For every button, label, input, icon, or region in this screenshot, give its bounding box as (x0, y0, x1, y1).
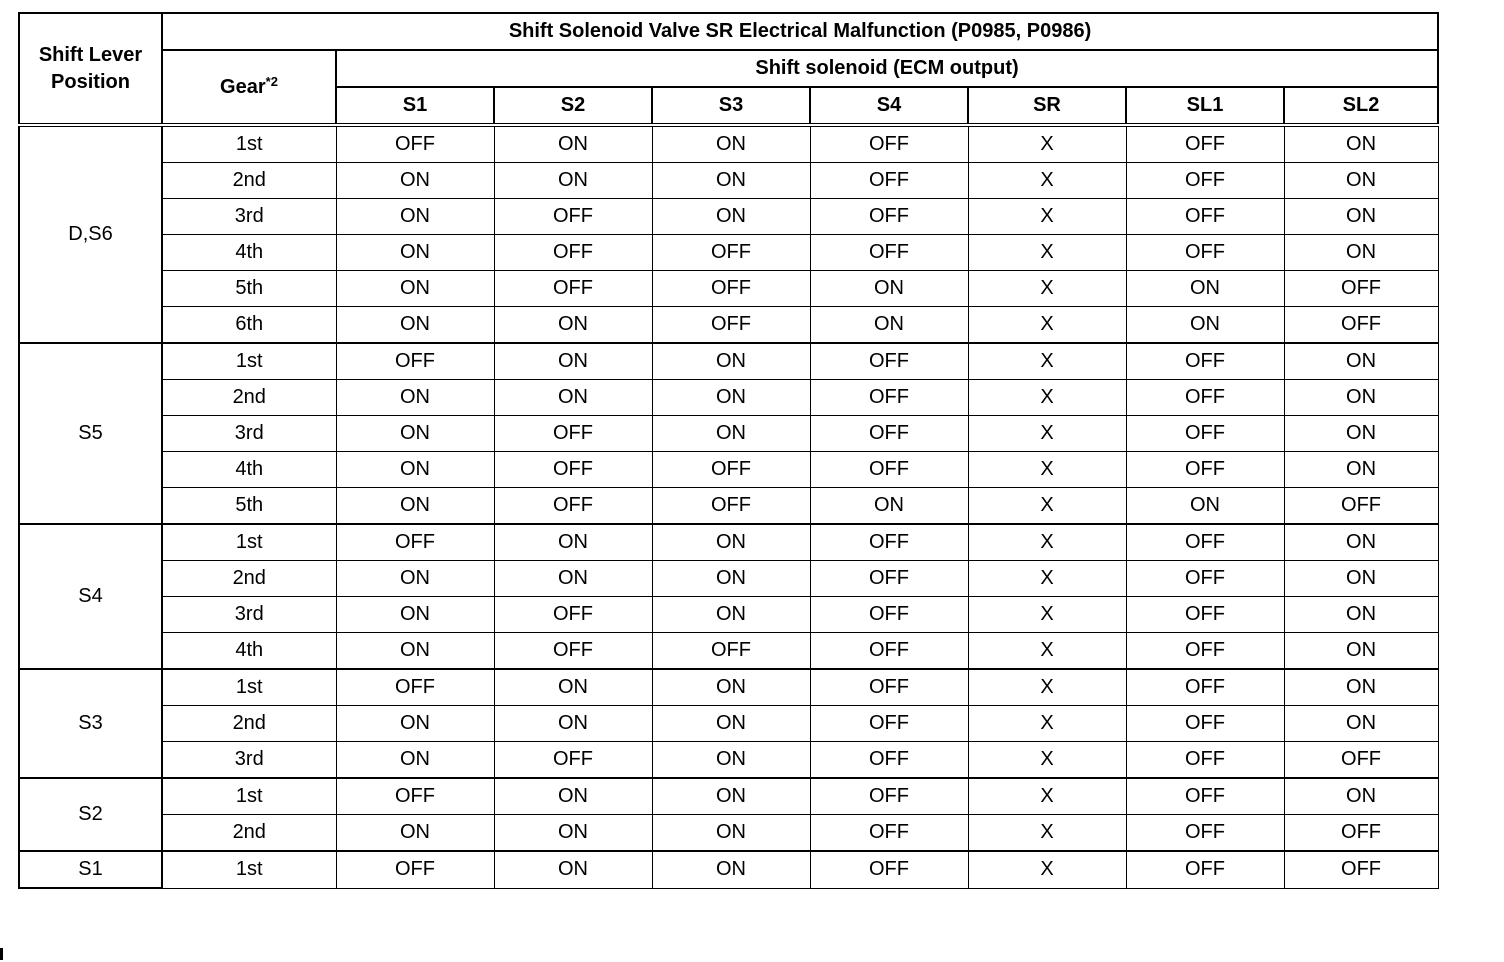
lever-position-cell: S5 (19, 343, 162, 524)
solenoid-value-cell: X (968, 125, 1126, 163)
lever-position-cell: S4 (19, 524, 162, 669)
solenoid-value-cell: ON (1284, 380, 1438, 416)
lever-position-cell: D,S6 (19, 125, 162, 343)
solenoid-value-cell: OFF (810, 633, 968, 670)
solenoid-value-cell: OFF (1284, 815, 1438, 852)
solenoid-value-cell: ON (1284, 163, 1438, 199)
solenoid-value-cell: ON (494, 815, 652, 852)
solenoid-value-cell: ON (1284, 669, 1438, 706)
solenoid-value-cell: OFF (1126, 199, 1284, 235)
solenoid-value-cell: ON (494, 343, 652, 380)
table-row (19, 416, 1438, 452)
solenoid-value-cell: OFF (494, 742, 652, 779)
solenoid-value-cell: ON (1126, 307, 1284, 344)
solenoid-value-cell: ON (652, 125, 810, 163)
table-row (19, 380, 1438, 416)
solenoid-value-cell: OFF (1284, 742, 1438, 779)
table-row (19, 452, 1438, 488)
gear-cell: 4th (162, 452, 336, 488)
gear-cell: 4th (162, 633, 336, 670)
table-row (19, 815, 1438, 852)
solenoid-value-cell: X (968, 561, 1126, 597)
table-row (19, 307, 1438, 344)
solenoid-value-cell: ON (494, 125, 652, 163)
page-edge-mark (0, 948, 3, 960)
solenoid-value-cell: ON (336, 199, 494, 235)
solenoid-value-cell: ON (652, 597, 810, 633)
solenoid-value-cell: X (968, 307, 1126, 344)
solenoid-value-cell: ON (494, 163, 652, 199)
solenoid-value-cell: OFF (1126, 163, 1284, 199)
lever-position-header: Shift Lever Position (19, 13, 162, 125)
solenoid-value-cell: ON (1284, 452, 1438, 488)
solenoid-value-cell: OFF (810, 235, 968, 271)
solenoid-value-cell: ON (336, 488, 494, 525)
gear-cell: 2nd (162, 815, 336, 852)
solenoid-value-cell: ON (336, 633, 494, 670)
solenoid-value-cell: OFF (494, 416, 652, 452)
solenoid-value-cell: OFF (810, 815, 968, 852)
solenoid-value-cell: ON (652, 199, 810, 235)
solenoid-value-cell: ON (1284, 597, 1438, 633)
solenoid-value-cell: ON (1284, 125, 1438, 163)
table-row (19, 633, 1438, 670)
lever-position-cell: S3 (19, 669, 162, 778)
solenoid-value-cell: OFF (810, 163, 968, 199)
table-row (19, 235, 1438, 271)
table-row (19, 199, 1438, 235)
gear-cell: 1st (162, 125, 336, 163)
solenoid-value-cell: OFF (810, 669, 968, 706)
solenoid-value-cell: ON (652, 778, 810, 815)
solenoid-value-cell: X (968, 633, 1126, 670)
solenoid-value-cell: ON (336, 235, 494, 271)
table-row (19, 778, 1438, 815)
solenoid-value-cell: ON (810, 488, 968, 525)
solenoid-value-cell: ON (494, 669, 652, 706)
solenoid-value-cell: OFF (1126, 706, 1284, 742)
solenoid-value-cell: OFF (494, 633, 652, 670)
solenoid-value-cell: X (968, 235, 1126, 271)
solenoid-value-cell: OFF (1284, 851, 1438, 888)
gear-header (162, 50, 336, 125)
lever-position-cell: S1 (19, 851, 162, 888)
gear-cell: 1st (162, 669, 336, 706)
solenoid-value-cell: OFF (1284, 271, 1438, 307)
solenoid-value-cell: ON (336, 163, 494, 199)
solenoid-value-cell: X (968, 706, 1126, 742)
solenoid-value-cell: OFF (1284, 307, 1438, 344)
solenoid-value-cell: ON (336, 307, 494, 344)
solenoid-value-cell: ON (494, 561, 652, 597)
table-title: Shift Solenoid Valve SR Electrical Malfunction (P0985, P0986) (162, 13, 1438, 50)
table-row (19, 125, 1438, 163)
gear-cell: 3rd (162, 742, 336, 779)
solenoid-value-cell: X (968, 815, 1126, 852)
solenoid-col-header-sr: SR (968, 87, 1126, 125)
solenoid-value-cell: OFF (810, 524, 968, 561)
table-row (19, 851, 1438, 888)
solenoid-value-cell: OFF (810, 597, 968, 633)
solenoid-value-cell: OFF (810, 199, 968, 235)
solenoid-value-cell: ON (494, 778, 652, 815)
gear-footnote-marker: *2 (265, 73, 278, 89)
solenoid-value-cell: OFF (652, 271, 810, 307)
solenoid-value-cell: OFF (1126, 343, 1284, 380)
solenoid-value-cell: ON (494, 380, 652, 416)
solenoid-value-cell: OFF (336, 851, 494, 888)
solenoid-value-cell: OFF (652, 307, 810, 344)
solenoid-value-cell: OFF (652, 452, 810, 488)
solenoid-value-cell: OFF (336, 669, 494, 706)
solenoid-value-cell: ON (1284, 706, 1438, 742)
gear-cell: 5th (162, 271, 336, 307)
gear-cell: 4th (162, 235, 336, 271)
solenoid-value-cell: OFF (810, 125, 968, 163)
gear-cell: 3rd (162, 597, 336, 633)
table-row (19, 706, 1438, 742)
solenoid-value-cell: OFF (810, 706, 968, 742)
table-row (19, 742, 1438, 779)
solenoid-value-cell: X (968, 163, 1126, 199)
solenoid-value-cell: ON (652, 524, 810, 561)
solenoid-value-cell: X (968, 199, 1126, 235)
table-row (19, 488, 1438, 525)
solenoid-value-cell: ON (1284, 633, 1438, 670)
solenoid-value-cell: ON (1126, 488, 1284, 525)
solenoid-col-header-s3: S3 (652, 87, 810, 125)
solenoid-table (18, 12, 1439, 889)
solenoid-value-cell: ON (652, 706, 810, 742)
solenoid-value-cell: ON (336, 706, 494, 742)
solenoid-value-cell: OFF (494, 271, 652, 307)
solenoid-value-cell: ON (1284, 416, 1438, 452)
solenoid-value-cell: OFF (1126, 416, 1284, 452)
gear-cell: 2nd (162, 706, 336, 742)
solenoid-group-header: Shift solenoid (ECM output) (336, 50, 1438, 87)
solenoid-value-cell: OFF (810, 851, 968, 888)
solenoid-value-cell: OFF (336, 125, 494, 163)
solenoid-value-cell: OFF (1126, 561, 1284, 597)
table-row (19, 343, 1438, 380)
solenoid-value-cell: ON (336, 416, 494, 452)
solenoid-value-cell: OFF (810, 778, 968, 815)
solenoid-value-cell: OFF (1126, 452, 1284, 488)
solenoid-value-cell: OFF (1126, 778, 1284, 815)
solenoid-value-cell: OFF (494, 452, 652, 488)
solenoid-value-cell: ON (652, 851, 810, 888)
solenoid-col-header-s1: S1 (336, 87, 494, 125)
gear-cell: 1st (162, 343, 336, 380)
solenoid-value-cell: OFF (652, 235, 810, 271)
solenoid-value-cell: OFF (494, 597, 652, 633)
solenoid-value-cell: OFF (1126, 524, 1284, 561)
solenoid-value-cell: ON (652, 742, 810, 779)
solenoid-value-cell: ON (336, 742, 494, 779)
table-row (19, 163, 1438, 199)
solenoid-value-cell: OFF (810, 452, 968, 488)
solenoid-value-cell: OFF (336, 778, 494, 815)
solenoid-value-cell: ON (1284, 561, 1438, 597)
solenoid-col-header-s4: S4 (810, 87, 968, 125)
solenoid-value-cell: ON (336, 561, 494, 597)
solenoid-value-cell: ON (336, 815, 494, 852)
solenoid-col-header-sl2: SL2 (1284, 87, 1438, 125)
solenoid-value-cell: ON (652, 163, 810, 199)
solenoid-col-header-sl1: SL1 (1126, 87, 1284, 125)
solenoid-value-cell: ON (336, 271, 494, 307)
solenoid-value-cell: ON (1284, 778, 1438, 815)
solenoid-value-cell: OFF (1126, 235, 1284, 271)
gear-cell: 3rd (162, 416, 336, 452)
solenoid-value-cell: OFF (336, 524, 494, 561)
solenoid-value-cell: X (968, 271, 1126, 307)
solenoid-value-cell: OFF (1126, 597, 1284, 633)
solenoid-value-cell: OFF (810, 561, 968, 597)
solenoid-value-cell: X (968, 851, 1126, 888)
gear-cell: 5th (162, 488, 336, 525)
solenoid-value-cell: X (968, 488, 1126, 525)
solenoid-value-cell: X (968, 669, 1126, 706)
solenoid-value-cell: OFF (1126, 125, 1284, 163)
gear-cell: 2nd (162, 380, 336, 416)
solenoid-value-cell: ON (1284, 524, 1438, 561)
table-row (19, 597, 1438, 633)
solenoid-value-cell: OFF (494, 235, 652, 271)
solenoid-value-cell: OFF (1126, 742, 1284, 779)
solenoid-value-cell: OFF (1284, 488, 1438, 525)
solenoid-value-cell: ON (652, 669, 810, 706)
solenoid-value-cell: X (968, 380, 1126, 416)
table-header (19, 13, 1438, 125)
solenoid-value-cell: X (968, 597, 1126, 633)
gear-cell: 3rd (162, 199, 336, 235)
gear-cell: 2nd (162, 561, 336, 597)
solenoid-value-cell: ON (494, 307, 652, 344)
table-row (19, 669, 1438, 706)
gear-cell: 6th (162, 307, 336, 344)
gear-cell: 2nd (162, 163, 336, 199)
solenoid-value-cell: ON (652, 416, 810, 452)
solenoid-value-cell: OFF (810, 416, 968, 452)
solenoid-value-cell: ON (336, 597, 494, 633)
gear-cell: 1st (162, 524, 336, 561)
solenoid-value-cell: ON (652, 380, 810, 416)
solenoid-value-cell: OFF (494, 199, 652, 235)
solenoid-value-cell: ON (1126, 271, 1284, 307)
solenoid-value-cell: OFF (1126, 633, 1284, 670)
solenoid-value-cell: ON (1284, 199, 1438, 235)
solenoid-value-cell: ON (1284, 235, 1438, 271)
table-row (19, 271, 1438, 307)
table-row (19, 561, 1438, 597)
solenoid-value-cell: OFF (810, 343, 968, 380)
table-row (19, 524, 1438, 561)
solenoid-value-cell: ON (810, 271, 968, 307)
gear-header-label: Gear (220, 75, 266, 98)
solenoid-value-cell: X (968, 778, 1126, 815)
solenoid-value-cell: ON (336, 380, 494, 416)
solenoid-value-cell: ON (652, 343, 810, 380)
solenoid-value-cell: OFF (652, 488, 810, 525)
solenoid-value-cell: ON (810, 307, 968, 344)
solenoid-value-cell: OFF (1126, 669, 1284, 706)
solenoid-value-cell: ON (652, 815, 810, 852)
solenoid-value-cell: ON (336, 452, 494, 488)
solenoid-value-cell: X (968, 524, 1126, 561)
solenoid-value-cell: X (968, 416, 1126, 452)
solenoid-value-cell: ON (652, 561, 810, 597)
solenoid-value-cell: OFF (1126, 380, 1284, 416)
solenoid-value-cell: OFF (336, 343, 494, 380)
solenoid-col-header-s2: S2 (494, 87, 652, 125)
solenoid-value-cell: X (968, 452, 1126, 488)
solenoid-value-cell: X (968, 343, 1126, 380)
solenoid-value-cell: OFF (1126, 851, 1284, 888)
solenoid-value-cell: OFF (652, 633, 810, 670)
table-body (19, 125, 1438, 888)
solenoid-value-cell: OFF (1126, 815, 1284, 852)
lever-position-cell: S2 (19, 778, 162, 851)
solenoid-value-cell: OFF (810, 380, 968, 416)
solenoid-value-cell: ON (494, 851, 652, 888)
solenoid-value-cell: ON (494, 706, 652, 742)
solenoid-value-cell: OFF (810, 742, 968, 779)
gear-cell: 1st (162, 778, 336, 815)
solenoid-value-cell: ON (1284, 343, 1438, 380)
solenoid-value-cell: ON (494, 524, 652, 561)
gear-cell: 1st (162, 851, 336, 888)
solenoid-value-cell: X (968, 742, 1126, 779)
solenoid-value-cell: OFF (494, 488, 652, 525)
